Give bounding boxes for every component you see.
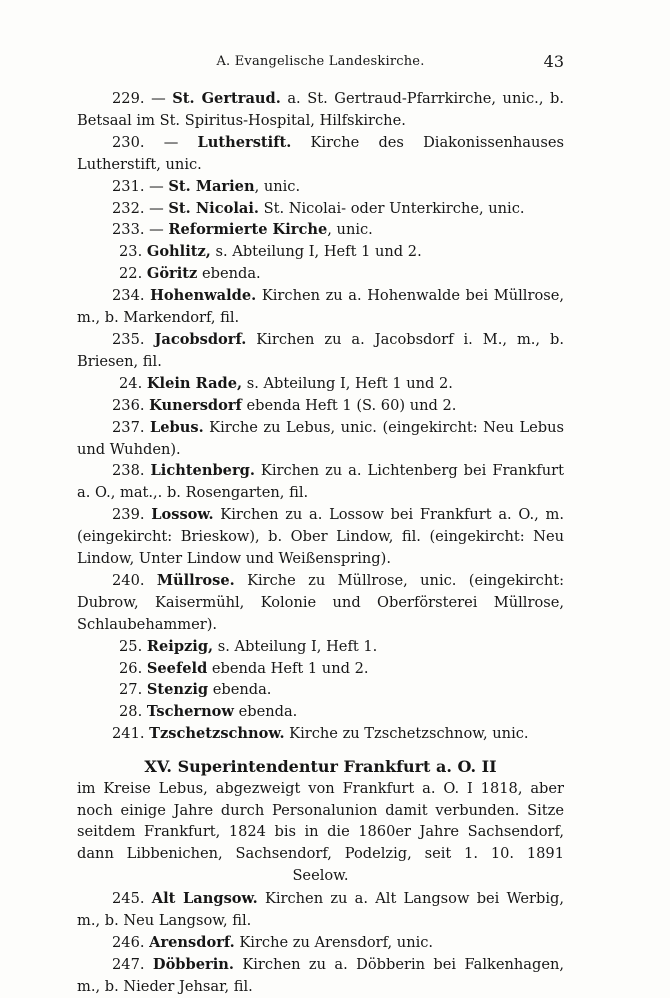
entry-place-name: Lebus. [150, 418, 204, 436]
entry-place-name: Hohenwalde. [150, 287, 257, 305]
entry-number: 23. [119, 243, 143, 261]
entry-text: Kirche zu Müllrose, unic. (eingekircht: Dubrow, Kaisermühl, Kolonie und Oberförsterei Müllrose, Schlaubehammer). [77, 571, 564, 633]
entry-place-name: Kunersdorf [149, 396, 242, 414]
entry-place-name: Reformierte Kirche [168, 221, 328, 239]
entry-text: ebenda. [197, 265, 261, 283]
entry-dash: — [149, 177, 164, 195]
entry-place-name: Gohlitz, [146, 243, 211, 261]
entry-number: 24. [119, 374, 143, 392]
entry-place-name: St. Gertraud. [172, 90, 281, 107]
entry-text: Kirchen zu a. Döbberin bei Falkenhagen, m., b. Nieder Jehsar, fil. [77, 955, 564, 995]
entry-number: 230. [112, 133, 145, 151]
list-item [77, 132, 564, 176]
entry-place-name: St. Marien [168, 177, 255, 195]
list-item [77, 504, 564, 570]
entry-number: 237. [112, 418, 145, 436]
entry-number: 246. [112, 933, 145, 951]
entry-number: 241. [112, 725, 145, 743]
entry-place-name: Tschernow [146, 703, 234, 721]
list-item [77, 417, 564, 461]
entry-text: a. St. Gertraud-Pfarrkirche, unic., b. Betsaal im St. Spiritus-Hospital, Hilfskirche. [77, 90, 564, 129]
list-item [77, 888, 564, 932]
entry-place-name: Arensdorf. [149, 933, 235, 951]
entry-number: 232. [112, 199, 145, 217]
running-header [77, 54, 564, 76]
entry-text: Kirchen zu a. Lossow bei Frankfurt a. O., m. (eingekircht: Brieskow), b. Ober Lindow, fil. (eingekircht: Neu Lindow, Unter Lindow und Weißenspring). [77, 506, 564, 568]
entry-place-name: Seefeld [146, 659, 208, 677]
entry-text: Kirche zu Arensdorf, unic. [234, 933, 434, 951]
section-description: im Kreise Lebus, abgezweigt von Frankfurt a. O. I 1818, aber noch einige Jahre durch Personalunion damit verbunden. Sitze seitdem Frankfurt, 1824 bis in die 1860er Jahre Sachsendorf, dann Libbenichen, Sachsendorf, Podelzig, seit 1. 10. 1891 Seelow. [77, 780, 564, 884]
entry-number: 229. [112, 90, 145, 107]
list-item [77, 932, 564, 954]
entry-place-name: Jacobsdorf. [154, 330, 247, 348]
entry-text: Kirche zu Tzschetzschnow, unic. [284, 725, 529, 743]
entry-text: St. Nicolai- oder Unterkirche, unic. [258, 199, 525, 217]
list-item [77, 954, 564, 998]
entry-number: 25. [119, 637, 143, 655]
entry-place-name: St. Nicolai. [168, 199, 259, 217]
entry-text: ebenda Heft 1 und 2. [207, 659, 369, 677]
entry-text: , unic. [254, 177, 301, 195]
list-item [77, 219, 564, 241]
entry-number: 28. [119, 703, 143, 721]
entry-text: ebenda Heft 1 (S. 60) und 2. [241, 396, 457, 414]
section-heading: XV. Superintendentur Frankfurt a. O. II [144, 757, 497, 777]
entry-list-2 [77, 888, 564, 998]
entry-number: 235. [112, 330, 145, 348]
list-item [77, 241, 564, 263]
entry-place-name: Döbberin. [152, 955, 234, 973]
entry-dash: — [151, 90, 166, 107]
running-title: A. Evangelische Landeskirche. [216, 54, 425, 69]
entry-number: 247. [112, 955, 145, 973]
entry-number: 22. [119, 265, 143, 283]
entry-number: 245. [112, 890, 145, 908]
list-item [77, 701, 564, 723]
entry-dash: — [149, 199, 164, 217]
entry-text: s. Abteilung I, Heft 1. [213, 637, 378, 655]
entry-number: 238. [112, 462, 145, 480]
entry-place-name: Klein Rade, [146, 374, 243, 392]
entry-number: 234. [112, 287, 145, 305]
list-item [77, 88, 564, 132]
entry-text: Kirchen zu a. Alt Langsow bei Werbig, m., b. Neu Langsow, fil. [77, 890, 564, 930]
list-item [77, 723, 564, 745]
entry-number: 231. [112, 177, 145, 195]
list-item [77, 285, 564, 329]
list-item [77, 658, 564, 680]
entry-text: s. Abteilung I, Heft 1 und 2. [242, 374, 453, 392]
entry-number: 236. [112, 396, 145, 414]
entry-place-name: Müllrose. [156, 571, 235, 589]
entry-place-name: Lichtenberg. [150, 462, 255, 480]
list-item [77, 263, 564, 285]
entry-place-name: Stenzig [146, 681, 209, 699]
list-item [77, 460, 564, 504]
entry-text: ebenda. [208, 681, 272, 699]
entry-dash: — [149, 221, 164, 239]
list-item [77, 176, 564, 198]
entry-dash: — [163, 133, 179, 151]
entry-text: ebenda. [233, 703, 298, 721]
list-item [77, 329, 564, 373]
entry-place-name: Lutherstift. [197, 133, 292, 151]
entry-number: 240. [112, 571, 145, 589]
entry-place-name: Reipzig, [146, 637, 214, 655]
list-item [77, 679, 564, 701]
entry-text: Kirche zu Lebus, unic. (eingekircht: Neu Lebus und Wuhden). [77, 418, 565, 458]
entry-list [77, 88, 564, 745]
entry-text: , unic. [327, 221, 373, 239]
list-item [77, 198, 564, 220]
entry-number: 239. [112, 506, 145, 524]
list-item [77, 570, 564, 636]
list-item [77, 395, 564, 417]
page-number: 43 [543, 52, 564, 71]
entry-text: Kirchen zu a. Hohenwalde bei Müllrose, m., b. Markendorf, fil. [77, 287, 564, 327]
entry-text: Kirchen zu a. Lichtenberg bei Frankfurt a. O., mat.,. b. Rosengarten, fil. [77, 462, 565, 502]
entry-text: Kirche des Diakonissenhauses Lutherstift, unic. [77, 133, 565, 173]
entry-place-name: Tzschetzschnow. [149, 725, 285, 743]
entry-number: 27. [119, 681, 143, 699]
entry-number: 233. [112, 221, 145, 239]
entry-number: 26. [119, 659, 143, 677]
entry-place-name: Göritz [146, 265, 198, 283]
list-item [77, 373, 564, 395]
entry-place-name: Alt Langsow. [151, 890, 258, 908]
list-item [77, 636, 564, 658]
book-page [77, 54, 564, 998]
entry-text: Kirchen zu a. Jacobsdorf i. M., m., b. Briesen, fil. [77, 330, 564, 370]
entry-text: s. Abteilung I, Heft 1 und 2. [210, 243, 422, 261]
entry-place-name: Lossow. [151, 506, 214, 524]
